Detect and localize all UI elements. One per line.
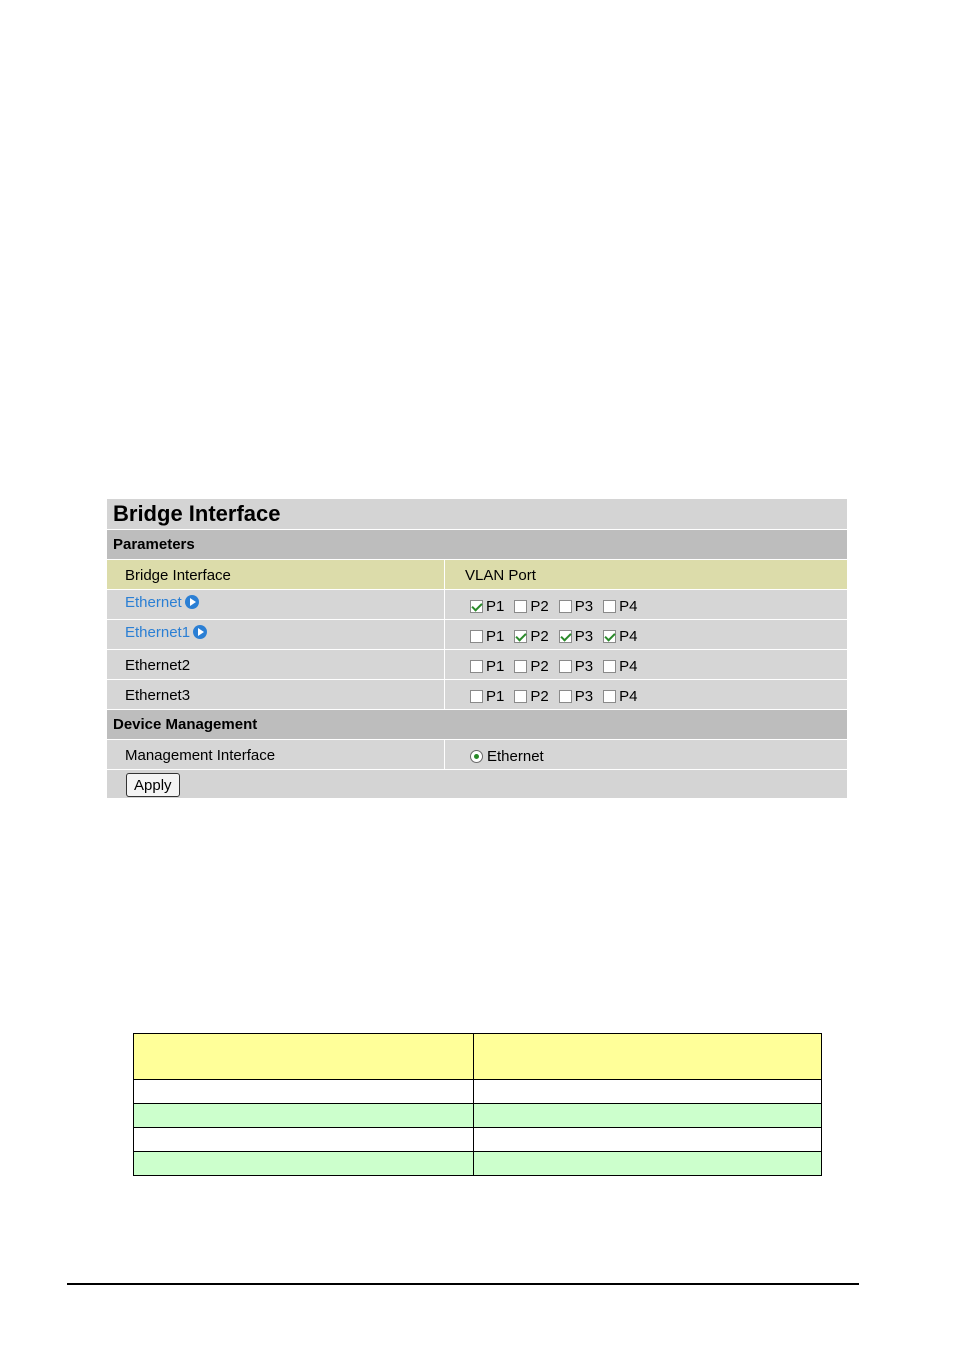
port-option (559, 688, 593, 705)
port-checkbox[interactable] (559, 660, 572, 673)
interface-link[interactable] (125, 624, 207, 641)
interface-label (125, 657, 190, 674)
management-ethernet-radio[interactable] (470, 750, 483, 763)
port-option (470, 688, 504, 705)
vlan-port-group (470, 628, 647, 645)
parameters-heading: Parameters (113, 536, 195, 553)
port-label: P4 (619, 658, 638, 675)
port-label: P3 (574, 688, 594, 705)
column-header-row (107, 560, 847, 590)
port-checkbox[interactable] (603, 600, 616, 613)
port-label: P1 (486, 628, 505, 645)
port-label: P1 (486, 688, 505, 705)
arrow-right-circle-icon[interactable] (185, 595, 199, 609)
port-checkbox[interactable] (603, 690, 616, 703)
port-checkbox[interactable] (470, 690, 483, 703)
table-header-row (134, 1034, 822, 1080)
port-option (514, 658, 548, 675)
port-option (470, 628, 504, 645)
vlan-port-group (470, 688, 647, 705)
port-label: P2 (530, 658, 549, 675)
port-checkbox[interactable] (470, 630, 483, 643)
interface-row (107, 620, 847, 650)
interface-row (107, 590, 847, 620)
panel-title-row (107, 499, 847, 530)
port-checkbox[interactable] (470, 660, 483, 673)
footer-divider (67, 1283, 859, 1285)
port-option (603, 658, 637, 675)
port-label: P4 (619, 628, 638, 645)
port-checkbox[interactable] (559, 630, 572, 643)
table-row (134, 1080, 822, 1104)
vlan-port-group (470, 658, 647, 675)
port-option (603, 598, 637, 615)
interface-name: Ethernet3 (125, 687, 191, 704)
interface-name: Ethernet1 (125, 624, 191, 641)
port-checkbox[interactable] (603, 630, 616, 643)
port-checkbox[interactable] (514, 630, 527, 643)
port-label: P4 (619, 688, 638, 705)
interface-row (107, 650, 847, 680)
port-option (603, 628, 637, 645)
vlan-port-group (470, 598, 647, 615)
port-option (470, 658, 504, 675)
port-label: P1 (486, 598, 505, 615)
interface-rows (107, 590, 847, 710)
port-checkbox[interactable] (559, 600, 572, 613)
table-row (134, 1104, 822, 1128)
parameters-section (107, 530, 847, 560)
port-label: P3 (574, 658, 594, 675)
arrow-right-circle-icon[interactable] (193, 625, 207, 639)
port-option (559, 628, 593, 645)
panel-title: Bridge Interface (113, 501, 281, 526)
interface-row (107, 680, 847, 710)
apply-row (107, 770, 847, 799)
interface-label (125, 687, 190, 704)
info-table (133, 1033, 822, 1176)
col-header-vlan-port: VLAN Port (465, 567, 536, 584)
port-checkbox[interactable] (514, 600, 527, 613)
port-option (514, 598, 548, 615)
port-option (514, 628, 548, 645)
port-label: P2 (530, 628, 549, 645)
port-option (514, 688, 548, 705)
port-option (559, 598, 593, 615)
table-row (134, 1128, 822, 1152)
port-checkbox[interactable] (470, 600, 483, 613)
management-interface-label: Management Interface (125, 747, 276, 764)
device-management-section (107, 710, 847, 740)
port-option (470, 598, 504, 615)
port-checkbox[interactable] (514, 690, 527, 703)
interface-link[interactable] (125, 594, 199, 611)
port-checkbox[interactable] (603, 660, 616, 673)
port-option (603, 688, 637, 705)
interface-name: Ethernet (125, 594, 182, 611)
port-option (559, 658, 593, 675)
port-checkbox[interactable] (559, 690, 572, 703)
port-label: P4 (619, 598, 638, 615)
management-ethernet-label: Ethernet (487, 748, 544, 765)
management-interface-row (107, 740, 847, 770)
apply-button[interactable]: Apply (126, 773, 180, 797)
device-management-heading: Device Management (113, 716, 258, 733)
port-checkbox[interactable] (514, 660, 527, 673)
port-label: P1 (486, 658, 505, 675)
port-label: P2 (530, 598, 549, 615)
table-row (134, 1152, 822, 1176)
bridge-interface-panel (107, 499, 847, 799)
interface-name: Ethernet2 (125, 657, 191, 674)
port-label: P3 (574, 598, 594, 615)
port-label: P3 (574, 628, 594, 645)
port-label: P2 (530, 688, 549, 705)
col-header-bridge-interface: Bridge Interface (125, 567, 231, 584)
